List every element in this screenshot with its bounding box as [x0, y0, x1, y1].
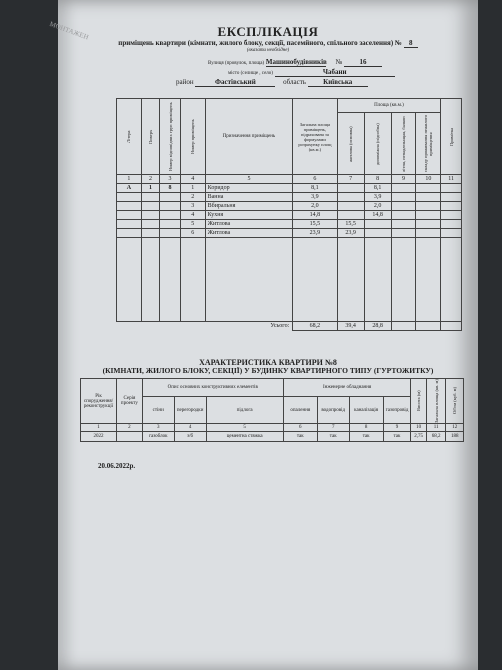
page-title: ЕКСПЛІКАЦІЯ: [217, 24, 319, 39]
settlement-value: Чабани: [275, 68, 395, 77]
bleed-through-text: МОНТАЖЕН: [48, 19, 90, 42]
table-row: 6 Житлова 23,9 23,9: [117, 229, 462, 238]
street-label: Вулиця (провулок, площа): [208, 61, 265, 66]
table-row: А 1 8 1 Коридор 8,1 8,1: [117, 184, 462, 193]
th-living: житлова (основна): [337, 113, 364, 175]
oblast-label: область: [283, 78, 306, 86]
th-volume: Об'єм (куб. м): [446, 379, 464, 424]
district-line: [176, 78, 368, 87]
table-row: 2 Ванна 3,9 3,9: [117, 193, 462, 202]
characteristics-table: [80, 378, 464, 442]
th-heating: опалення: [283, 397, 317, 424]
th-area: Загальна площа (кв. м): [426, 379, 446, 424]
house-value: 16: [344, 58, 382, 67]
characteristics-subtitle: (КІМНАТИ, ЖИЛОГО БЛОКУ, СЕКЦІЇ) У БУДИНКУ КВАРТИРНОГО ТИПУ (ГУРТОЖИТКУ): [102, 366, 434, 375]
th-main-elements: Опис основних конструктивних елементів: [142, 379, 283, 397]
table-empty-area: [117, 238, 462, 322]
th-gas: газопровід: [383, 397, 411, 424]
street-line: [208, 58, 382, 67]
apartment-line-label: приміщень квартири (кімнати, жилого блоку, секції, пасемйного, спільного заселення) №: [118, 39, 402, 47]
th-engineering: Інженерне обладнання: [283, 379, 411, 397]
explication-table: [116, 98, 462, 331]
table-row: 3 Вбиральня 2,0 2,0: [117, 202, 462, 211]
th-floor: Поверх: [141, 99, 159, 175]
th-water: водопровід: [317, 397, 349, 424]
settlement-line: [228, 68, 395, 77]
th-partitions: перегородки: [174, 397, 206, 424]
th-note: Примітка: [441, 99, 462, 175]
document-page: [48, 0, 478, 670]
th-series: Серія проекту: [117, 379, 143, 424]
th-purpose: Призначення приміщень: [205, 99, 293, 175]
settlement-label: місто (селище , село): [228, 71, 273, 76]
apartment-number: 8: [404, 39, 418, 48]
apartment-line-note: (вказати необхідне): [246, 48, 290, 53]
th-aux: допоміжна (підсобна): [364, 113, 391, 175]
col-number-row: 1 2 3 4 5 6 7 8 9 10 11 12: [81, 424, 464, 432]
col-number-row: 1 2 3 4 5 6 7 8 9 10 11: [117, 175, 462, 184]
total-row: Усього: 68,2 39,4 28,8: [117, 322, 462, 331]
th-group: Номер відповідних груп приміщень: [160, 99, 181, 175]
document-date: 20.06.2022р.: [98, 462, 136, 470]
oblast-value: Київська: [308, 78, 368, 87]
street-value: Машинобудівників: [265, 58, 327, 66]
house-label: №: [335, 58, 343, 66]
district-label: район: [176, 78, 194, 86]
characteristics-values-row: 2022 газоблок з/б цементна стяжка так так так так 2,75 68,2 188: [81, 432, 464, 442]
th-height: Висота (м): [411, 379, 426, 424]
th-area-group: Площа (кв.м.): [337, 99, 441, 113]
th-sewer: каналізація: [349, 397, 383, 424]
district-value: Фастівський: [195, 78, 275, 87]
apartment-line: [58, 39, 478, 48]
th-floor-cover: підлога: [206, 397, 283, 424]
characteristics-title: ХАРАКТЕРИСТИКА КВАРТИРИ №8: [199, 358, 337, 367]
th-summer: літня, ненадлежащая, балкон: [391, 113, 416, 175]
th-total-area: Загальна площа приміщень, підрахована за формулами розрахунку площ (кв.м.): [293, 99, 337, 175]
table-row: 4 Кухня 14,8 14,8: [117, 211, 462, 220]
th-year: Рік спорудження/ реконструкції: [81, 379, 117, 424]
th-nonresidential: складу проживання нежилого приміщення: [416, 113, 441, 175]
th-room-number: Номер приміщень: [180, 99, 205, 175]
table-row: 5 Житлова 15,5 15,5: [117, 220, 462, 229]
th-litera: Літера: [117, 99, 142, 175]
th-walls: стіни: [142, 397, 174, 424]
